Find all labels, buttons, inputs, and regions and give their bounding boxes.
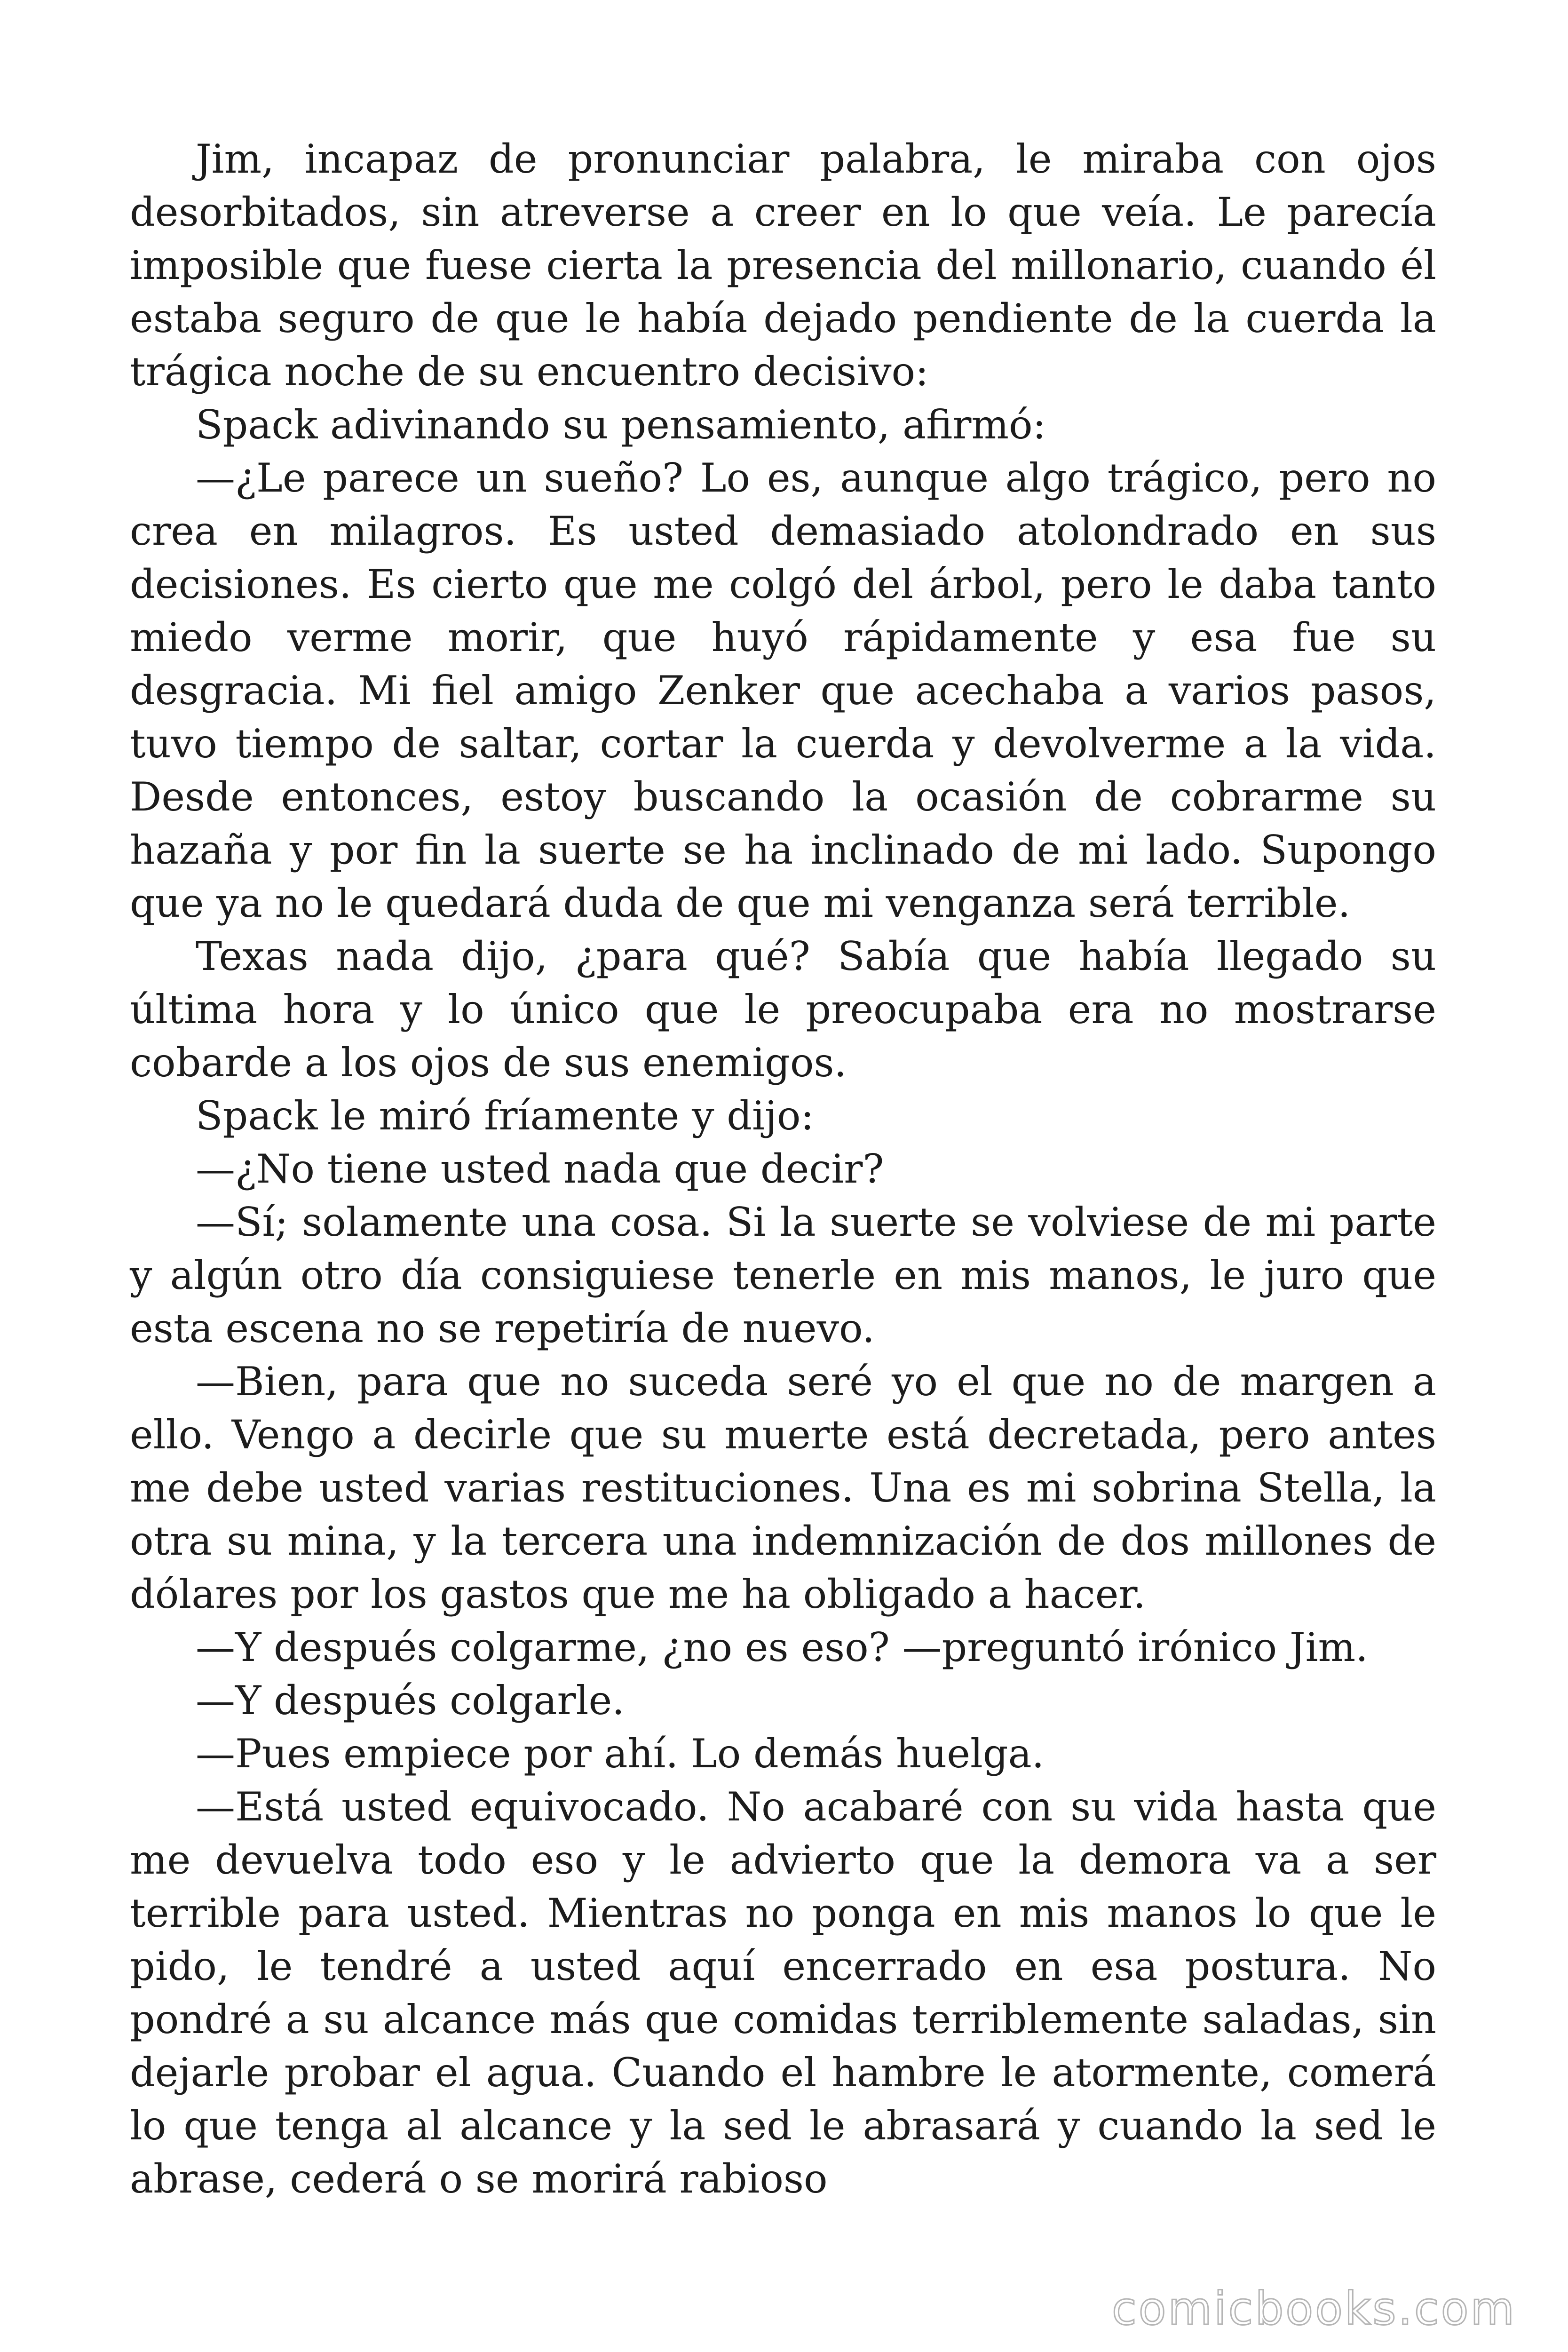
paragraph-last: —Está usted equivocado. No acabaré con su vida hasta que me devuelva todo eso y le advierto que la demora va a ser terrible para usted. Mientras no ponga en mis manos lo que le pido, le tendré a usted aquí encerrado en esa postura. No pondré a su alcance más que comidas terriblemente saladas, sin dejarle probar el agua. Cuando el hambre le atormente, comerá lo que tenga al alcance y la sed le abrasará y cuando la sed le abrase, cederá o se morirá rabioso	[130, 1784, 1436, 2202]
paragraph: —¿No tiene usted nada que decir?	[196, 1146, 884, 1192]
paragraph: —Y después colgarle.	[196, 1677, 625, 1724]
paragraph: Spack adivinando su pensamiento, afirmó:	[196, 402, 1046, 448]
paragraph: —Sí; solamente una cosa. Si la suerte se volviese de mi parte y algún otro día consiguiese tenerle en mis manos, le juro que esta escena no se repetiría de nuevo.	[130, 1199, 1436, 1351]
paragraph: Spack le miró fríamente y dijo:	[196, 1093, 814, 1139]
paragraph: —Y después colgarme, ¿no es eso? —preguntó irónico Jim.	[196, 1624, 1368, 1670]
paragraph: —Bien, para que no suceda seré yo el que no de margen a ello. Vengo a decirle que su muerte está decretada, pero antes me debe usted varias restituciones. Una es mi sobrina Stella, la otra su mina, y la tercera una indemnización de dos millones de dólares por los gastos que me ha obligado a hacer.	[130, 1359, 1436, 1617]
paragraph: —¿Le parece un sueño? Lo es, aunque algo trágico, pero no crea en milagros. Es usted demasiado atolondrado en sus decisiones. Es cierto que me colgó del árbol, pero le daba tanto miedo verme morir, que huyó rápidamente y esa fue su desgracia. Mi fiel amigo Zenker que acechaba a varios pasos, tuvo tiempo de saltar, cortar la cuerda y devolverme a la vida. Desde entonces, estoy buscando la ocasión de cobrarme su hazaña y por fin la suerte se ha inclinado de mi lado. Supongo que ya no le quedará duda de que mi venganza será terrible.	[130, 455, 1436, 926]
paragraph: Texas nada dijo, ¿para qué? Sabía que había llegado su última hora y lo único que le preocupaba era no mostrarse cobarde a los ojos de sus enemigos.	[130, 933, 1436, 1086]
paragraph: —Pues empiece por ahí. Lo demás huelga.	[196, 1731, 1045, 1777]
paragraph: Jim, incapaz de pronunciar palabra, le miraba con ojos desorbitados, sin atreverse a creer en lo que veía. Le parecía imposible que fuese cierta la presencia del millonario, cuando él estaba seguro de que le había dejado pendiente de la cuerda la trágica noche de su encuentro decisivo:	[130, 136, 1436, 395]
book-page-text	[130, 133, 1436, 2206]
watermark: comicbooks.com	[1111, 2282, 1516, 2335]
